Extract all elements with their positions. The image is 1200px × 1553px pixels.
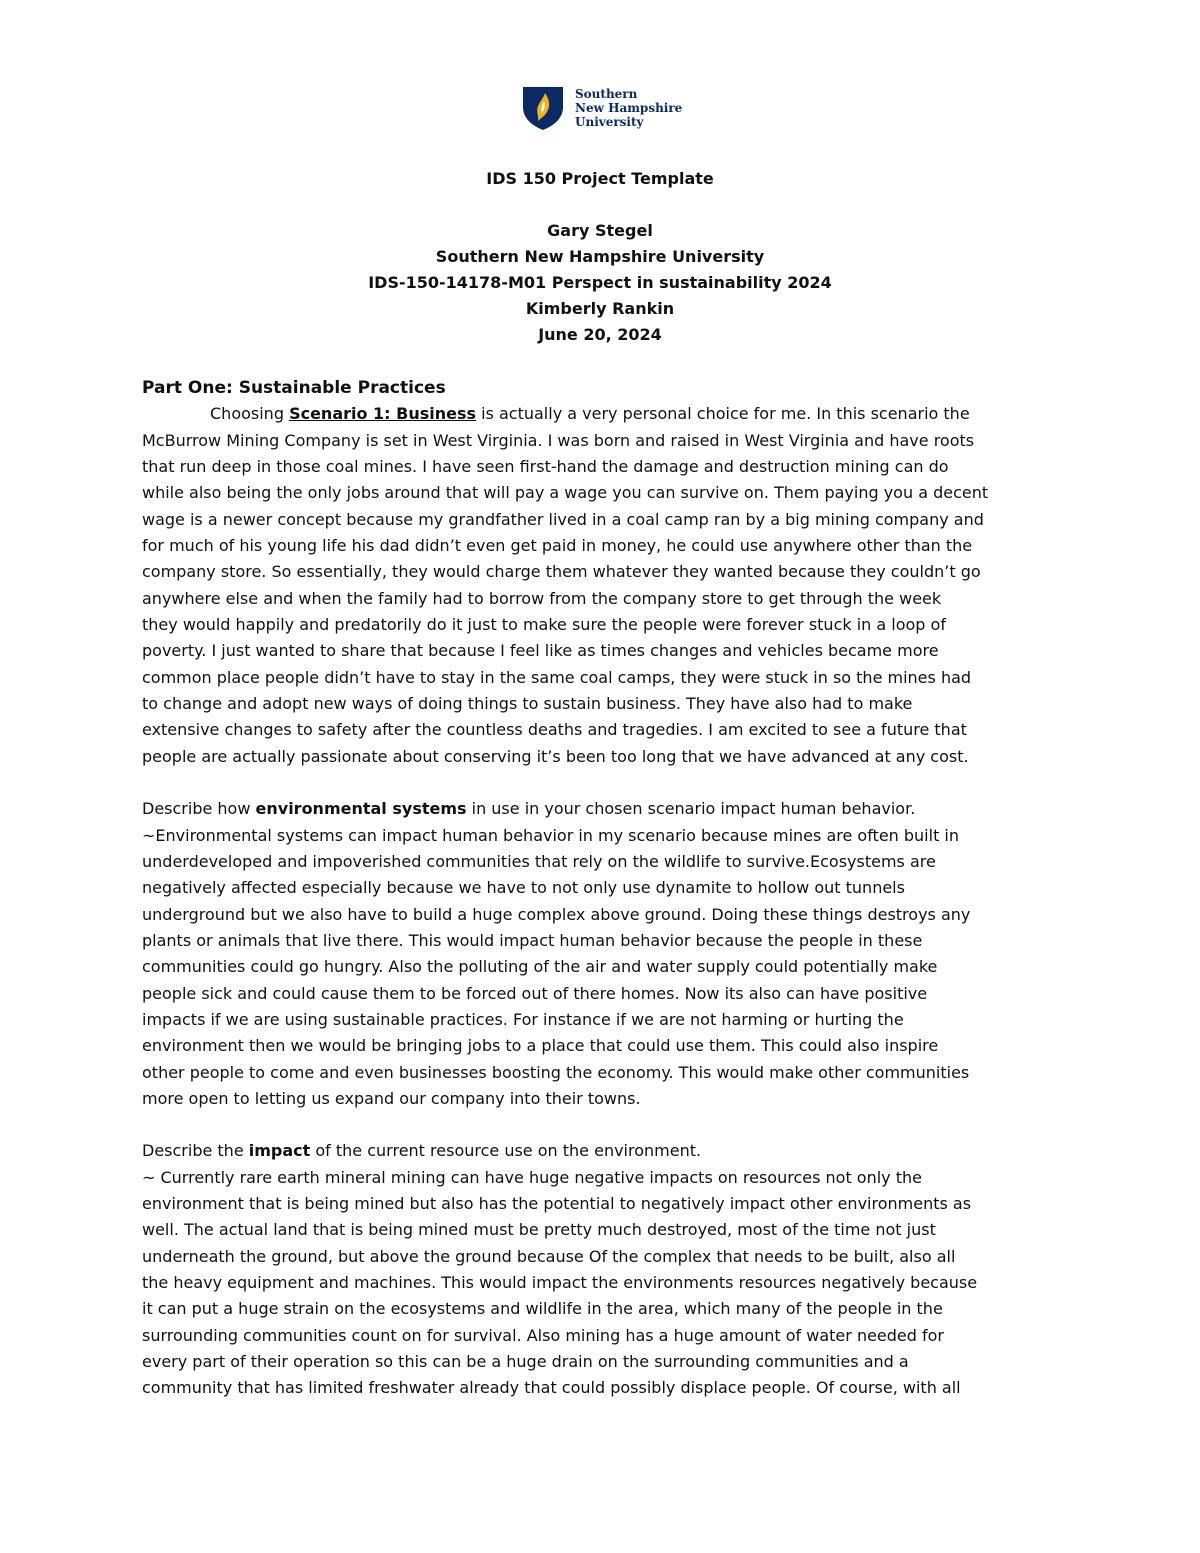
question-2 [142, 1138, 1062, 1164]
scenario-emphasis: Scenario 1: Business [289, 404, 477, 424]
question-1-lead: Describe how [142, 799, 256, 819]
answer-1-line: ~Environmental systems can impact human behavior in my scenario because mines are often built in [142, 825, 960, 845]
document-date: June 20, 2024 [538, 325, 662, 344]
intro-line: they would happily and predatorily do it just to make sure the people were forever stuck in a loop of [142, 615, 946, 635]
answer-2-line: it can put a huge strain on the ecosystems and wildlife in the area, which many of the people in the [142, 1299, 943, 1319]
intro-line: while also being the only jobs around that will pay a wage you can survive on. Them paying you a decent [142, 483, 989, 503]
answer-1-line: underdeveloped and impoverished communities that rely on the wildlife to survive.Ecosystems are [142, 851, 936, 871]
question-2-lead: Describe the [142, 1141, 249, 1161]
spacer [0, 192, 1200, 218]
answer-1-line: impacts if we are using sustainable practices. For instance if we are not harming or hurting the [142, 1009, 904, 1029]
answer-1-paragraph [142, 823, 1062, 1113]
intro-line: that run deep in those coal mines. I have seen first-hand the damage and destruction mining can do [142, 457, 949, 477]
logo-line-3: University [575, 115, 644, 129]
answer-1-line: negatively affected especially because we have to not only use dynamite to hollow out tunnels [142, 878, 905, 898]
question-1-emphasis: environmental systems [255, 799, 467, 819]
intro-line: for much of his young life his dad didn’t even get paid in money, he could use anywhere other than the [142, 536, 973, 556]
answer-2-paragraph [142, 1165, 1062, 1402]
answer-2-line: surrounding communities count on for survival. Also mining has a huge amount of water needed for [142, 1325, 945, 1345]
answer-2-line: environment that is being mined but also has the potential to negatively impact other environments as [142, 1193, 972, 1213]
logo-wordmark [575, 87, 682, 129]
logo-line-1: Southern [575, 87, 638, 101]
intro-lead: Choosing [210, 404, 290, 424]
intro-continuation: is actually a very personal choice for me. In this scenario the [476, 404, 970, 424]
intro-first-line [142, 401, 1062, 427]
instructor-name: Kimberly Rankin [525, 299, 675, 318]
question-1 [142, 796, 1062, 822]
question-2-tail: of the current resource use on the environment. [310, 1141, 702, 1161]
intro-line: people are actually passionate about conserving it’s been too long that we have advanced at any cost. [142, 746, 969, 766]
answer-2-line: ~ Currently rare earth mineral mining can have huge negative impacts on resources not only the [142, 1167, 922, 1187]
intro-line: company store. So essentially, they would charge them whatever they wanted because they couldn’t go [142, 562, 981, 582]
answer-1-line: other people to come and even businesses boosting the economy. This would make other communities [142, 1062, 970, 1082]
title-block [0, 166, 1200, 348]
answer-2-line: every part of their operation so this can be a huge drain on the surrounding communities and a [142, 1352, 909, 1372]
spacer [142, 1112, 1062, 1138]
intro-line: extensive changes to safety after the countless deaths and tragedies. I am excited to see a future that [142, 720, 967, 740]
answer-2-line: the heavy equipment and machines. This would impact the environments resources negatively because [142, 1273, 978, 1292]
intro-line: poverty. I just wanted to share that because I feel like as times changes and vehicles became more [142, 641, 939, 661]
author-name: Gary Stegel [547, 221, 653, 240]
intro-line: wage is a newer concept because my grandfather lived in a coal camp ran by a big mining company and [142, 509, 984, 529]
document-title: IDS 150 Project Template [486, 169, 714, 188]
university-logo [521, 85, 682, 131]
answer-1-line: environment then we would be bringing jobs to a place that could use them. This could also inspire [142, 1036, 939, 1056]
answer-1-line: more open to letting us expand our company into their towns. [142, 1088, 641, 1108]
answer-2-line: well. The actual land that is being mined must be pretty much destroyed, most of the time not just [142, 1220, 936, 1240]
answer-2-line: community that has limited freshwater already that could possibly displace people. Of course, with all [142, 1378, 961, 1398]
answer-1-line: underground but we also have to build a huge complex above ground. Doing these things destroys any [142, 904, 971, 924]
answer-2-line: underneath the ground, but above the ground because Of the complex that needs to be built, also all [142, 1246, 956, 1266]
section-heading: Part One: Sustainable Practices [142, 378, 446, 398]
answer-1-line: plants or animals that live there. This would impact human behavior because the people in these [142, 930, 923, 950]
document-body [142, 375, 1062, 1402]
institution-name: Southern New Hampshire University [435, 247, 765, 266]
question-1-tail: in use in your chosen scenario impact human behavior. [466, 799, 916, 819]
answer-1-line: communities could go hungry. Also the polluting of the air and water supply could potentially make [142, 957, 938, 977]
spacer [142, 770, 1062, 796]
intro-line: common place people didn’t have to stay in the same coal camps, they were stuck in so the mines had [142, 667, 972, 687]
question-2-emphasis: impact [248, 1141, 311, 1161]
intro-line: McBurrow Mining Company is set in West Virginia. I was born and raised in West Virginia and have roots [142, 430, 975, 450]
intro-line: anywhere else and when the family had to borrow from the company store to get through the week [142, 588, 942, 608]
logo-line-2: New Hampshire [575, 101, 683, 115]
course-name: IDS-150-14178-M01 Perspect in sustainability 2024 [368, 273, 832, 292]
intro-paragraph [142, 428, 1062, 770]
shield-flame-icon [521, 85, 565, 131]
answer-1-line: people sick and could cause them to be forced out of there homes. Now its also can have positive [142, 983, 928, 1003]
intro-line: to change and adopt new ways of doing things to sustain business. They have also had to make [142, 694, 913, 714]
